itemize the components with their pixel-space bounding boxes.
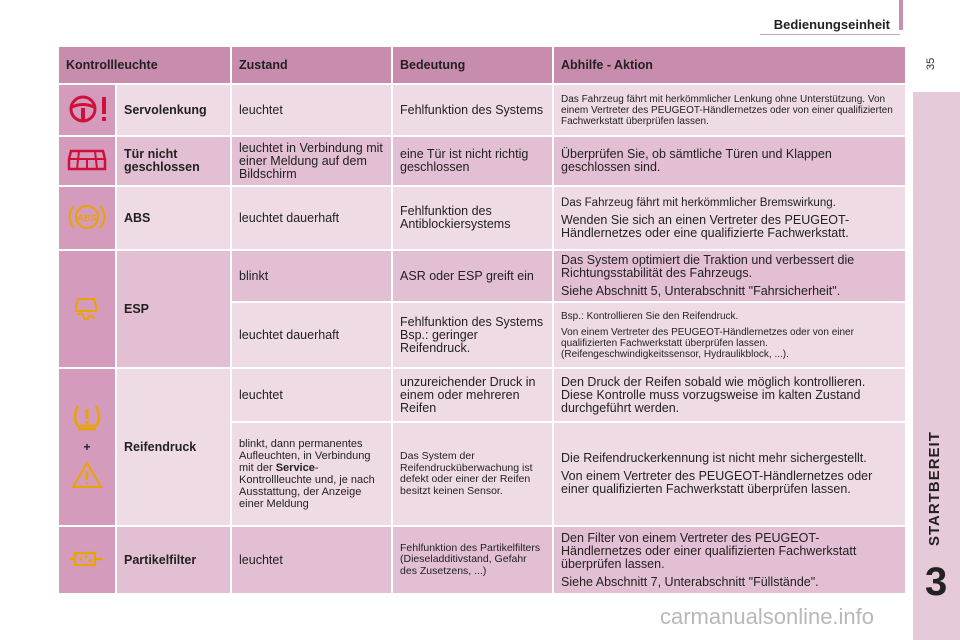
table-row-tuer [58,136,906,186]
plus-sign: + [83,439,91,454]
meaning-text: Fehlfunktion des Systems Bsp.: geringer Reifendruck. [392,302,553,368]
state-text: leuchtet in Verbindung mit einer Meldung auf dem Bildschirm [231,136,392,186]
page-number: 35 [925,57,937,70]
watermark: carmanualsonline.info [660,604,875,629]
action-paragraph: Das Fahrzeug fährt mit herkömmlicher Bremswirkung. [561,196,836,209]
header-rule [760,34,900,35]
icon-cell [58,84,116,136]
state-text [231,422,392,526]
state-text: leuchtet dauerhaft [231,186,392,250]
icon-cell [58,250,116,368]
action-paragraph: Das System optimiert die Traktion und verbessert die Richtungsstabilität des Fahrzeugs. [561,253,855,280]
action-paragraph: Siehe Abschnitt 5, Unterabschnitt "Fahrsicherheit". [561,284,841,298]
chapter-label: STARTBEREIT [926,431,943,546]
icon-cell [58,526,116,594]
meaning-text: Fehlfunktion des Partikelfilters (Dieseladditivstand, Gefahr des Zusetzens, ...) [392,526,553,594]
meaning-text: Fehlfunktion des Systems [392,84,553,136]
service-bold: Service [275,462,315,474]
action-paragraph: Bsp.: Kontrollieren Sie den Reifendruck. [561,310,739,322]
table-header-row [58,46,906,84]
abs-icon [67,200,107,234]
state-text: leuchtet dauerhaft [231,302,392,368]
table-row-abs [58,186,906,250]
icon-cell [58,186,116,250]
header-tick [899,0,903,30]
action-paragraph: Die Reifendruckerkennung ist nicht mehr sichergestellt. [561,451,867,465]
light-name: Reifendruck [116,368,231,526]
meaning-text: Das System der Reifendrucküberwachung ist defekt oder einer der Reifen besitzt keinen Sensor. [392,422,553,526]
meaning-text: unzureichender Druck in einem oder mehreren Reifen [392,368,553,422]
state-text: leuchtet [231,84,392,136]
action-text [553,302,906,368]
column-header-light: Kontrollleuchte [58,46,231,84]
table-row-partikelfilter [58,526,906,594]
light-name: ESP [116,250,231,368]
action-text: Überprüfen Sie, ob sämtliche Türen und Klappen geschlossen sind. [553,136,906,186]
action-paragraph: Wenden Sie sich an einen Vertreter des PEUGEOT-Händlernetzes oder eine qualifizierte Fachwerkstatt. [561,212,850,240]
meaning-text: eine Tür ist nicht richtig geschlossen [392,136,553,186]
chapter-number: 3 [925,560,948,604]
table-row-reifendruck-leuchtet [58,368,906,422]
action-paragraph: Von einem Vertreter des PEUGEOT-Händlernetzes oder einer qualifizierten Fachwerkstatt überprüfen lassen. [561,469,873,496]
state-text-part: -Kontrollleuchte und, je nach Ausstattung, der Anzeige einer Meldung [239,462,375,510]
action-text [553,186,906,250]
warning-lights-table [57,45,907,595]
action-paragraph: Von einem Vertreter des PEUGEOT-Händlernetzes oder von einer qualifizierten Fachwerkstatt überprüfen lassen. (Reifengeschwindigkeitssensor, Hydraulikblock, ...). [561,326,854,360]
light-name: ABS [116,186,231,250]
state-text-part: blinkt, dann permanentes Aufleuchten, in Verbindung mit der [239,438,371,474]
meaning-text: ASR oder ESP greift ein [392,250,553,302]
table-row-esp-blinkt [58,250,906,302]
light-name: Servolenkung [116,84,231,136]
state-text: blinkt [231,250,392,302]
warning-triangle-icon [70,460,104,490]
table-row-servolenkung [58,84,906,136]
action-text: Den Druck der Reifen sobald wie möglich kontrollieren. Diese Kontrolle muss vorzugsweise im kalten Zustand durchgeführt werden. [553,368,906,422]
action-paragraph: Siehe Abschnitt 7, Unterabschnitt "Füllstände". [561,574,819,589]
column-header-meaning: Bedeutung [392,46,553,84]
column-header-action: Abhilfe - Aktion [553,46,906,84]
steering-warning-icon [63,93,111,125]
door-open-icon [65,147,109,173]
abs-icon-text: ABS [77,212,97,223]
chapter-tab [913,92,960,640]
action-text [553,422,906,526]
section-title: Bedienungseinheit [773,17,890,32]
icon-cell [58,136,116,186]
state-text: leuchtet [231,526,392,594]
light-name: Tür nicht geschlossen [116,136,231,186]
column-header-state: Zustand [231,46,392,84]
esp-skid-icon [72,293,102,323]
action-text [553,250,906,302]
state-text: leuchtet [231,368,392,422]
tyre-pressure-icon [70,402,104,432]
light-name: Partikelfilter [116,526,231,594]
meaning-text: Fehlfunktion des Antiblockiersystems [392,186,553,250]
particle-filter-icon [67,547,107,571]
action-paragraph: Den Filter von einem Vertreter des PEUGEOT-Händlernetzes oder einer qualifizierten Fachwerkstatt überprüfen lassen. [561,530,857,571]
icon-cell [58,368,116,526]
action-text: Das Fahrzeug fährt mit herkömmlicher Lenkung ohne Unterstützung. Von einem Vertreter des PEUGEOT-Händlernetzes oder von einer qualifizierten Fachwerkstatt überprüfen lassen. [553,84,906,136]
action-text [553,526,906,594]
